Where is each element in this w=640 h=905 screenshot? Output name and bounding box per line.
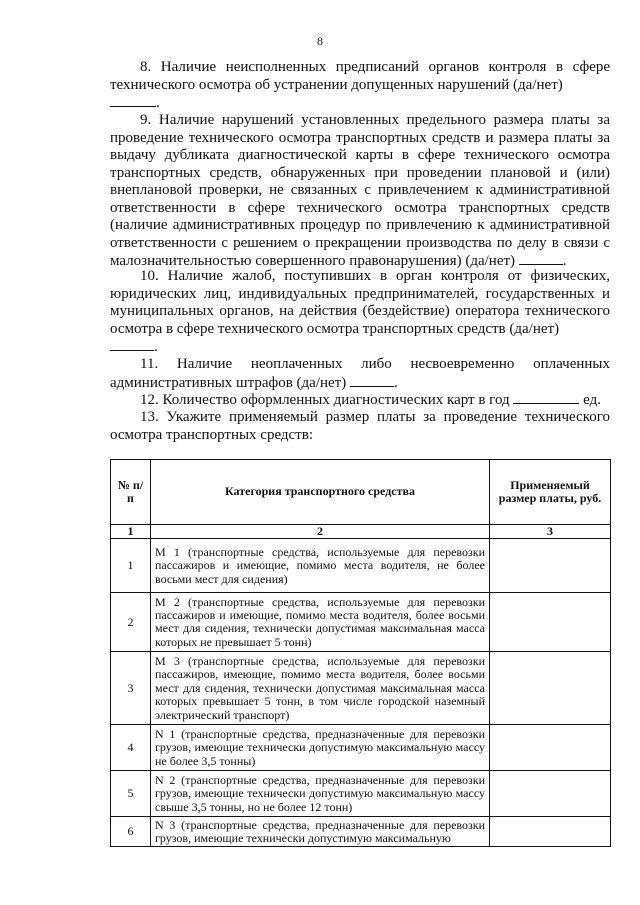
row-number: 3 — [111, 652, 151, 725]
row-fee-cell[interactable] — [490, 539, 611, 593]
paragraph-12-unit: ед. — [583, 392, 601, 408]
page-number: 8 — [317, 34, 323, 48]
paragraph-12-text: 12. Количество оформленных диагностических карт в год — [140, 392, 510, 408]
paragraph-9: 9. Наличие нарушений установленных предельного размера платы за проведение технического осмотра транспортных средств и размера платы за выдачу дубликата диагностической карты в сфере технического осмотра транспортных средств, обнаруженных при проведении плановой и (или) внеплановой проверки, не связанных с привлечением к административной ответственности в сфере технического осмотра транспортных средств (наличие административных процедур по привлечению к административной ответственности с решением о прекращении производства по делу в связи с малозначительностью совершенного правонарушения) (да/нет) . — [110, 112, 610, 269]
row-fee-cell[interactable] — [490, 771, 611, 817]
row-category: N 2 (транспортные средства, предназначенные для перевозки грузов, имеющие технически допустимую максимальную массу свыше 3,5 тонны, но не более 12 тонн) — [151, 771, 490, 817]
answer-blank-10[interactable] — [110, 338, 154, 351]
paragraph-12 — [110, 391, 610, 410]
answer-blank-12[interactable] — [513, 391, 579, 404]
paragraph-13: 13. Укажите применяемый размер платы за проведение технического осмотра транспортных средств: — [110, 409, 610, 443]
paragraph-10: 10. Наличие жалоб, поступивших в орган контроля от физических, юридических лиц, индивидуальных предпринимателей, государственных и муниципальных органов, на действия (бездействие) оператора технического осмотра в сфере технического осмотра транспортных средств (да/нет) . — [110, 268, 610, 355]
row-number: 1 — [111, 539, 151, 593]
paragraph-8-text: 8. Наличие неисполненных предписаний органов контроля в сфере технического осмотра об устранении допущенных нарушений (да/нет) — [110, 59, 610, 93]
table-row — [111, 539, 611, 593]
paragraph-10-text: 10. Наличие жалоб, поступивших в орган контроля от физических, юридических лиц, индивидуальных предпринимателей, государственных и муниципальных органов, на действия (бездействие) оператора технического осмотра в сфере технического осмотра транспортных средств (да/нет) — [110, 268, 610, 337]
table-row — [111, 725, 611, 771]
row-fee-cell[interactable] — [490, 725, 611, 771]
row-category: М 2 (транспортные средства, используемые для перевозки пассажиров и имеющие, помимо места водителя, более восьми мест для сидения, технически допустимая максимальная масса которых не превышает 5 тонн) — [151, 593, 490, 652]
answer-blank-9[interactable] — [519, 252, 563, 265]
table-header-row — [111, 460, 611, 525]
fee-table — [110, 459, 611, 847]
table-row — [111, 771, 611, 817]
row-number: 4 — [111, 725, 151, 771]
paragraph-9-text: 9. Наличие нарушений установленных предельного размера платы за проведение технического осмотра транспортных средств и размера платы за выдачу дубликата диагностической карты в сфере технического осмотра транспортных средств, обнаруженных при проведении плановой и (или) внеплановой проверки, не связанных с привлечением к административной ответственности в сфере технического осмотра транспортных средств (наличие административных процедур по привлечению к административной ответственности с решением о прекращении производства по делу в связи с малозначительностью совершенного правонарушения) (да/нет) — [110, 112, 610, 269]
answer-blank-8[interactable] — [110, 94, 156, 107]
row-category: М 3 (транспортные средства, используемые для перевозки пассажиров, имеющие, помимо места водителя, более восьми мест для сидения, технически допустимая максимальная масса которых превышает 5 тонн, в том числе городской наземный электрический транспорт) — [151, 652, 490, 725]
table-row — [111, 593, 611, 652]
row-fee-cell[interactable] — [490, 593, 611, 652]
paragraph-11-text: 11. Наличие неоплаченных либо несвоевременно оплаченных административных штрафов (да/нет) — [110, 356, 610, 391]
row-number: 2 — [111, 593, 151, 652]
row-category: N 1 (транспортные средства, предназначенные для перевозки грузов, имеющие технически допустимую максимальную массу не более 3,5 тонны) — [151, 725, 490, 771]
table-row — [111, 817, 611, 847]
header-fee: Применяемый размер платы, руб. — [490, 460, 611, 525]
column-number: 1 — [111, 525, 151, 539]
answer-blank-11[interactable] — [350, 374, 394, 387]
column-number-row — [111, 525, 611, 539]
paragraph-11: 11. Наличие неоплаченных либо несвоевременно оплаченных административных штрафов (да/нет) . — [110, 356, 610, 391]
row-number: 5 — [111, 771, 151, 817]
row-fee-cell[interactable] — [490, 652, 611, 725]
column-number: 2 — [151, 525, 490, 539]
row-fee-cell[interactable] — [490, 817, 611, 847]
paragraph-8: 8. Наличие неисполненных предписаний органов контроля в сфере технического осмотра об устранении допущенных нарушений (да/нет) . — [110, 59, 610, 111]
row-category: N 3 (транспортные средства, предназначенные для перевозки грузов, имеющие технически допустимую максимальную — [151, 817, 490, 847]
header-category: Категория транспортного средства — [151, 460, 490, 525]
row-category: М 1 (транспортные средства, используемые для перевозки пассажиров и имеющие, помимо места водителя, не более восьми мест для сидения) — [151, 539, 490, 593]
row-number: 6 — [111, 817, 151, 847]
column-number: 3 — [490, 525, 611, 539]
table-row — [111, 652, 611, 725]
header-num: № п/п — [111, 460, 151, 525]
